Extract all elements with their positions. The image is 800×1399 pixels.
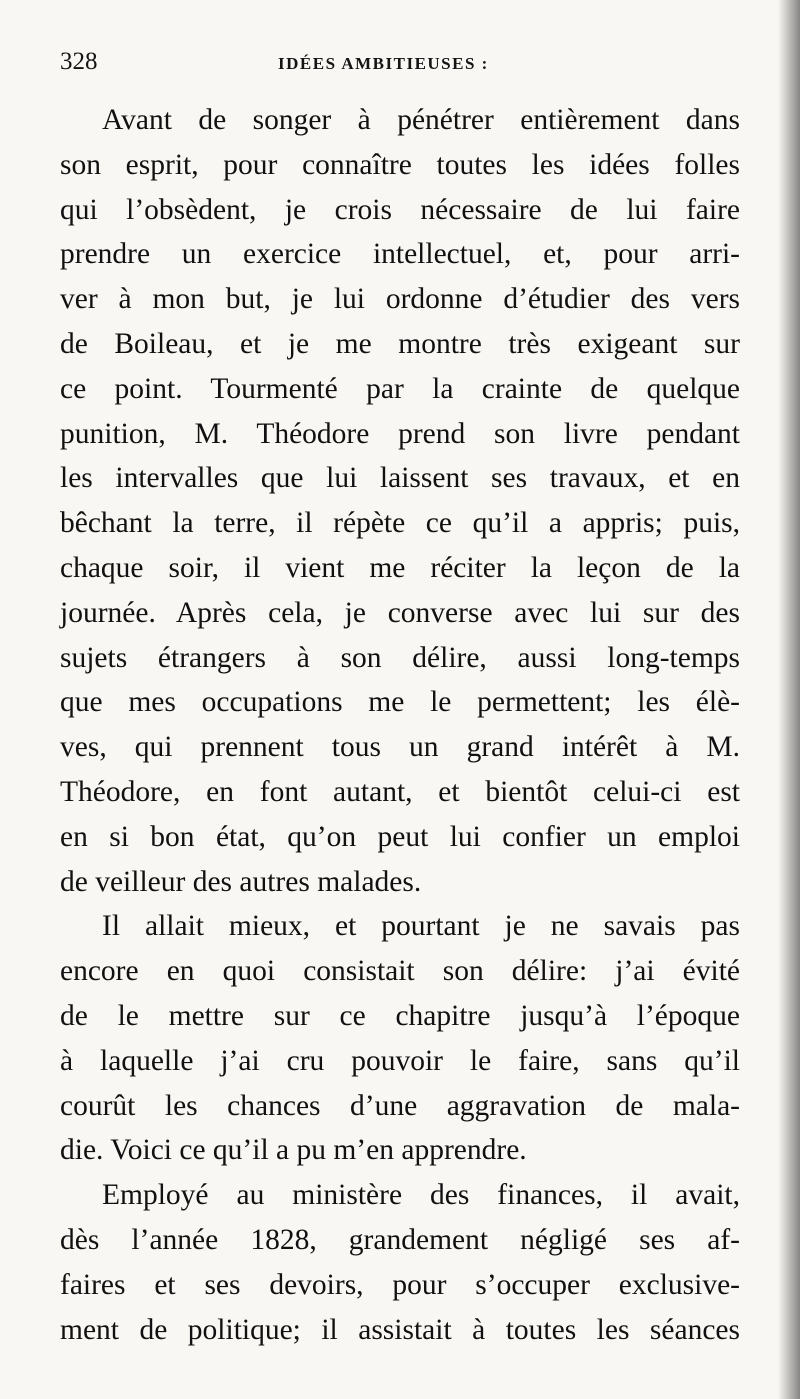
text-line: qui l’obsèdent, je crois nécessaire de lui faire (60, 193, 740, 226)
page-number: 328 (60, 48, 98, 75)
text-line: les intervalles que lui laissent ses travaux, et en (60, 462, 740, 495)
text-line: sujets étrangers à son délire, aussi long-temps (60, 641, 740, 674)
text-line: courût les chances d’une aggravation de mala- (60, 1089, 740, 1122)
text-line: chaque soir, il vient me réciter la leçon de la (60, 551, 740, 584)
text-line: son esprit, pour connaître toutes les idées folles (60, 148, 740, 181)
text-line: de veilleur des autres malades. (60, 865, 422, 898)
text-line: bêchant la terre, il répète ce qu’il a appris; puis, (60, 507, 740, 540)
text-line: que mes occupations me le permettent; les élè- (60, 686, 740, 719)
text-line: de le mettre sur ce chapitre jusqu’à l’époque (60, 999, 740, 1032)
text-line: journée. Après cela, je converse avec lui sur des (60, 596, 740, 629)
page-header (60, 48, 750, 88)
text-line: ment de politique; il assistait à toutes les séances (60, 1313, 740, 1346)
text-line: à laquelle j’ai cru pouvoir le faire, sans qu’il (60, 1044, 740, 1077)
text-line: die. Voici ce qu’il a pu m’en apprendre. (60, 1134, 527, 1167)
text-line: ver à mon but, je lui ordonne d’étudier des vers (60, 283, 740, 316)
text-line: ce point. Tourmenté par la crainte de quelque (60, 372, 740, 405)
body-text (60, 98, 740, 1352)
text-line: ves, qui prennent tous un grand intérêt à M. (60, 731, 740, 764)
text-line: Employé au ministère des finances, il avait, (102, 1179, 740, 1212)
page-edge-shadow (778, 0, 800, 1399)
text-line: faires et ses devoirs, pour s’occuper exclusive- (60, 1268, 740, 1301)
running-head: IDÉES AMBITIEUSES : (278, 54, 489, 73)
text-line: dès l’année 1828, grandement négligé ses af- (60, 1223, 740, 1256)
text-line: Théodore, en font autant, et bientôt celui-ci est (60, 775, 740, 808)
text-line: de Boileau, et je me montre très exigeant sur (60, 327, 740, 360)
text-line: en si bon état, qu’on peut lui confier un emploi (60, 820, 740, 853)
text-line: Avant de songer à pénétrer entièrement dans (102, 104, 740, 136)
text-line: Il allait mieux, et pourtant je ne savais pas (102, 910, 740, 943)
text-line: encore en quoi consistait son délire: j’ai évité (60, 955, 740, 988)
paragraph (60, 1173, 740, 1352)
text-line: prendre un exercice intellectuel, et, pour arri- (60, 238, 740, 271)
text-line: punition, M. Théodore prend son livre pendant (60, 417, 740, 450)
paragraph (60, 904, 740, 1173)
paragraph (60, 98, 740, 904)
